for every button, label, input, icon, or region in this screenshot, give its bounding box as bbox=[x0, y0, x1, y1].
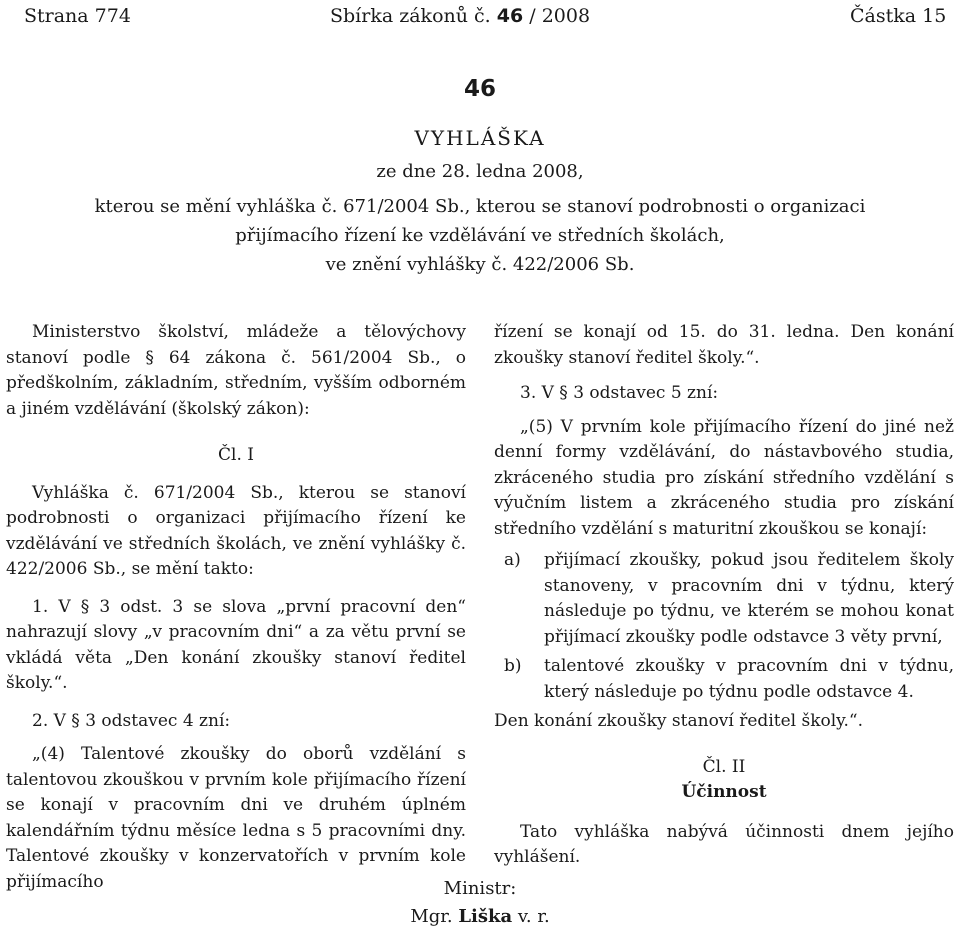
effective-date-text: Tato vyhláška nabývá účinnosti dnem jejího vyhlášení. bbox=[494, 821, 954, 867]
signature-suffix: v. r. bbox=[517, 906, 550, 927]
list-item-a bbox=[494, 548, 954, 650]
amendment-point-3-text: „(5) V prvním kole přijímacího řízení do jiné než denní formy vzdělávání, do nástavbového studia, zkráceného studia pro získání středního vzdělání s výučním listem a zkráceného studia pro získání středního vzdělání s maturitní zkouškou se konají: bbox=[494, 416, 954, 539]
regulation-number: 46 bbox=[463, 76, 496, 102]
list-item-b-label: b) bbox=[504, 656, 522, 676]
point-2-continuation: řízení se konají od 15. do 31. ledna. Den konání zkoušky stanoví ředitel školy.“. bbox=[494, 322, 954, 368]
article-1-intro: Vyhláška č. 671/2004 Sb., kterou se stanoví podrobnosti o organizaci přijímacího řízení ke vzdělávání ve středních školách, ve znění vyhlášky č. 422/2006 Sb., se mění takto: bbox=[6, 482, 466, 579]
article-2-title: Účinnost bbox=[681, 782, 767, 802]
preamble: Ministerstvo školství, mládeže a tělovýchovy stanoví podle § 64 zákona č. 561/2004 Sb., o předškolním, základním, středním, vyšším odborném a jiném vzdělávání (školský zákon): bbox=[6, 322, 466, 419]
header-part: Částka 15 bbox=[850, 5, 947, 27]
article-1-heading: Čl. I bbox=[218, 445, 254, 465]
list-item-a-text: přijímací zkoušky, pokud jsou ředitelem školy stanoveny, v pracovním dni v týdnu, který následuje po týdnu, ve kterém se mohou konat přijímací zkoušky podle odstavce 3 věty první, bbox=[544, 550, 954, 647]
signature-name: Liška bbox=[458, 906, 513, 927]
header-collection bbox=[330, 5, 590, 27]
right-column bbox=[494, 320, 954, 871]
list-item-a-label: a) bbox=[504, 550, 521, 570]
amendment-point-1: 1. V § 3 odst. 3 se slova „první pracovní den“ nahrazují slovy „v pracovním dni“ a za větu první se vkládá věta „Den konání zkoušky stanoví ředitel školy.“. bbox=[6, 596, 466, 693]
regulation-kind: VYHLÁŠKA bbox=[414, 126, 546, 150]
amendment-point-3-heading: 3. V § 3 odstavec 5 zní: bbox=[520, 383, 719, 403]
signature-title: Mgr. bbox=[410, 906, 453, 927]
regulation-subject-line-3: ve znění vyhlášky č. 422/2006 Sb. bbox=[325, 254, 635, 275]
amendment-point-2-heading: 2. V § 3 odstavec 4 zní: bbox=[32, 710, 231, 731]
list-item-b-text: talentové zkoušky v pracovním dni v týdnu, který následuje po týdnu podle odstavce 4. bbox=[544, 656, 954, 702]
regulation-subject-line-2: přijímacího řízení ke vzdělávání ve středních školách, bbox=[235, 225, 725, 246]
exam-day-closing: Den konání zkoušky stanoví ředitel školy.“. bbox=[494, 711, 864, 731]
signature-role: Ministr: bbox=[443, 878, 517, 899]
header-collection-label: Sbírka zákonů č. bbox=[330, 5, 491, 27]
header-collection-year: / 2008 bbox=[529, 5, 591, 27]
header-collection-number: 46 bbox=[496, 5, 524, 27]
article-2-heading: Čl. II bbox=[702, 756, 746, 777]
amendment-point-2-text: „(4) Talentové zkoušky do oborů vzdělání s talentovou zkouškou v prvním kole přijímacího řízení se konají v pracovním dni ve druhém úplném kalendářním týdnu měsíce ledna s 5 pracovními dny. Talentové zkoušky v konzervatořích v prvním kole přijímacího bbox=[6, 744, 466, 892]
header-page-number: Strana 774 bbox=[24, 5, 131, 27]
signature-line bbox=[0, 906, 960, 927]
regulation-date: ze dne 28. ledna 2008, bbox=[376, 161, 584, 182]
list-item-b bbox=[494, 654, 954, 705]
left-column bbox=[6, 320, 466, 895]
regulation-subject-line-1: kterou se mění vyhláška č. 671/2004 Sb., kterou se stanoví podrobnosti o organizaci bbox=[94, 196, 866, 217]
